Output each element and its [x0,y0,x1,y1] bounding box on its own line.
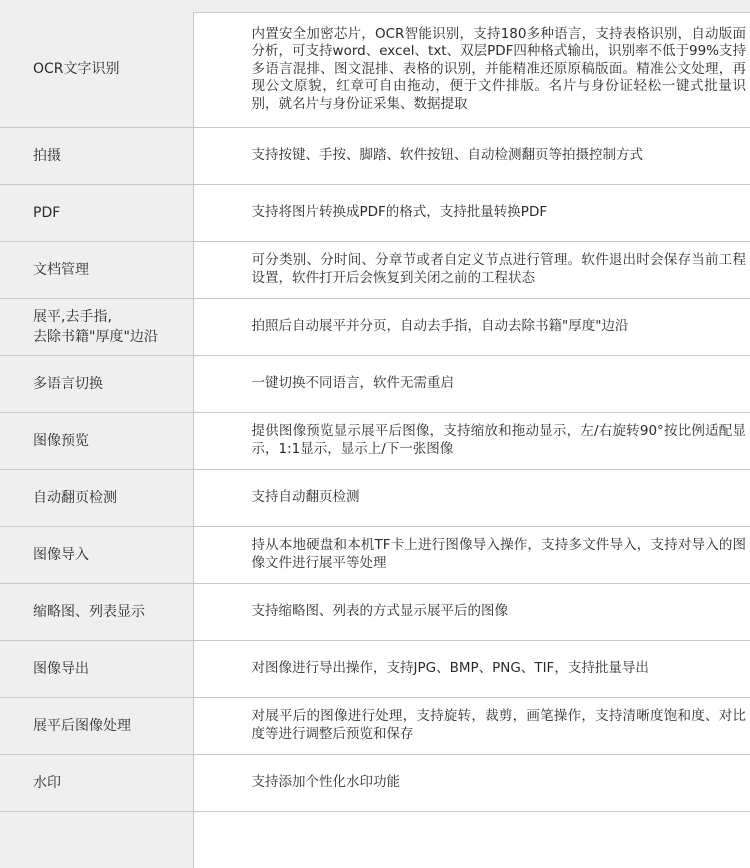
table-row [0,241,750,298]
table-row [0,697,750,754]
table-row [0,640,750,697]
description-cell: 持从本地硬盘和本机TF卡上进行图像导入操作，支持多文件导入，支持对导入的图像文件进行展平等处理 [193,526,750,583]
table-row [0,469,750,526]
description-cell [193,811,750,868]
feature-cell: 图像预览 [0,412,193,469]
table-row [0,526,750,583]
feature-cell: 缩略图、列表显示 [0,583,193,640]
description-cell: 支持按键、手按、脚踏、软件按钮、自动检测翻页等拍摄控制方式 [193,127,750,184]
feature-cell: PDF [0,184,193,241]
feature-cell [0,811,193,868]
description-cell: 内置安全加密芯片，OCR智能识别，支持180多种语言，支持表格识别，自动版面分析，可支持word、excel、txt、双层PDF四种格式输出，识别率不低于99%支持多语言混排、图文混排、表格的识别，并能精准还原原稿版面。精准公文处理，再现公文原貌，红章可自由拖动，便于文件排版。名片与身份证轻松一键式批量识别，就名片与身份证采集、数据提取 [193,12,750,127]
description-cell: 支持缩略图、列表的方式显示展平后的图像 [193,583,750,640]
feature-cell: 水印 [0,754,193,811]
feature-cell: 自动翻页检测 [0,469,193,526]
table-row [0,298,750,355]
description-cell: 提供图像预览显示展平后图像，支持缩放和拖动显示，左/右旋转90°按比例适配显示，1:1显示，显示上/下一张图像 [193,412,750,469]
feature-cell: OCR文字识别 [0,12,193,127]
feature-cell: 文档管理 [0,241,193,298]
table-row [0,184,750,241]
description-cell: 可分类别、分时间、分章节或者自定义节点进行管理。软件退出时会保存当前工程设置，软件打开后会恢复到关闭之前的工程状态 [193,241,750,298]
description-cell: 支持添加个性化水印功能 [193,754,750,811]
table-row [0,127,750,184]
description-cell: 对图像进行导出操作，支持JPG、BMP、PNG、TIF，支持批量导出 [193,640,750,697]
feature-cell: 图像导入 [0,526,193,583]
feature-cell: 图像导出 [0,640,193,697]
feature-cell: 展平,去手指, 去除书籍"厚度"边沿 [0,298,193,355]
spec-table [0,12,750,868]
table-row [0,811,750,868]
table-row [0,754,750,811]
description-cell: 对展平后的图像进行处理，支持旋转，裁剪，画笔操作，支持清晰度饱和度、对比度等进行调整后预览和保存 [193,697,750,754]
feature-cell: 拍摄 [0,127,193,184]
feature-cell: 多语言切换 [0,355,193,412]
table-row [0,412,750,469]
description-cell: 支持自动翻页检测 [193,469,750,526]
description-cell: 一键切换不同语言，软件无需重启 [193,355,750,412]
table-row [0,355,750,412]
description-cell: 支持将图片转换成PDF的格式，支持批量转换PDF [193,184,750,241]
feature-cell: 展平后图像处理 [0,697,193,754]
table-row [0,583,750,640]
table-row [0,12,750,127]
description-cell: 拍照后自动展平并分页，自动去手指，自动去除书籍"厚度"边沿 [193,298,750,355]
